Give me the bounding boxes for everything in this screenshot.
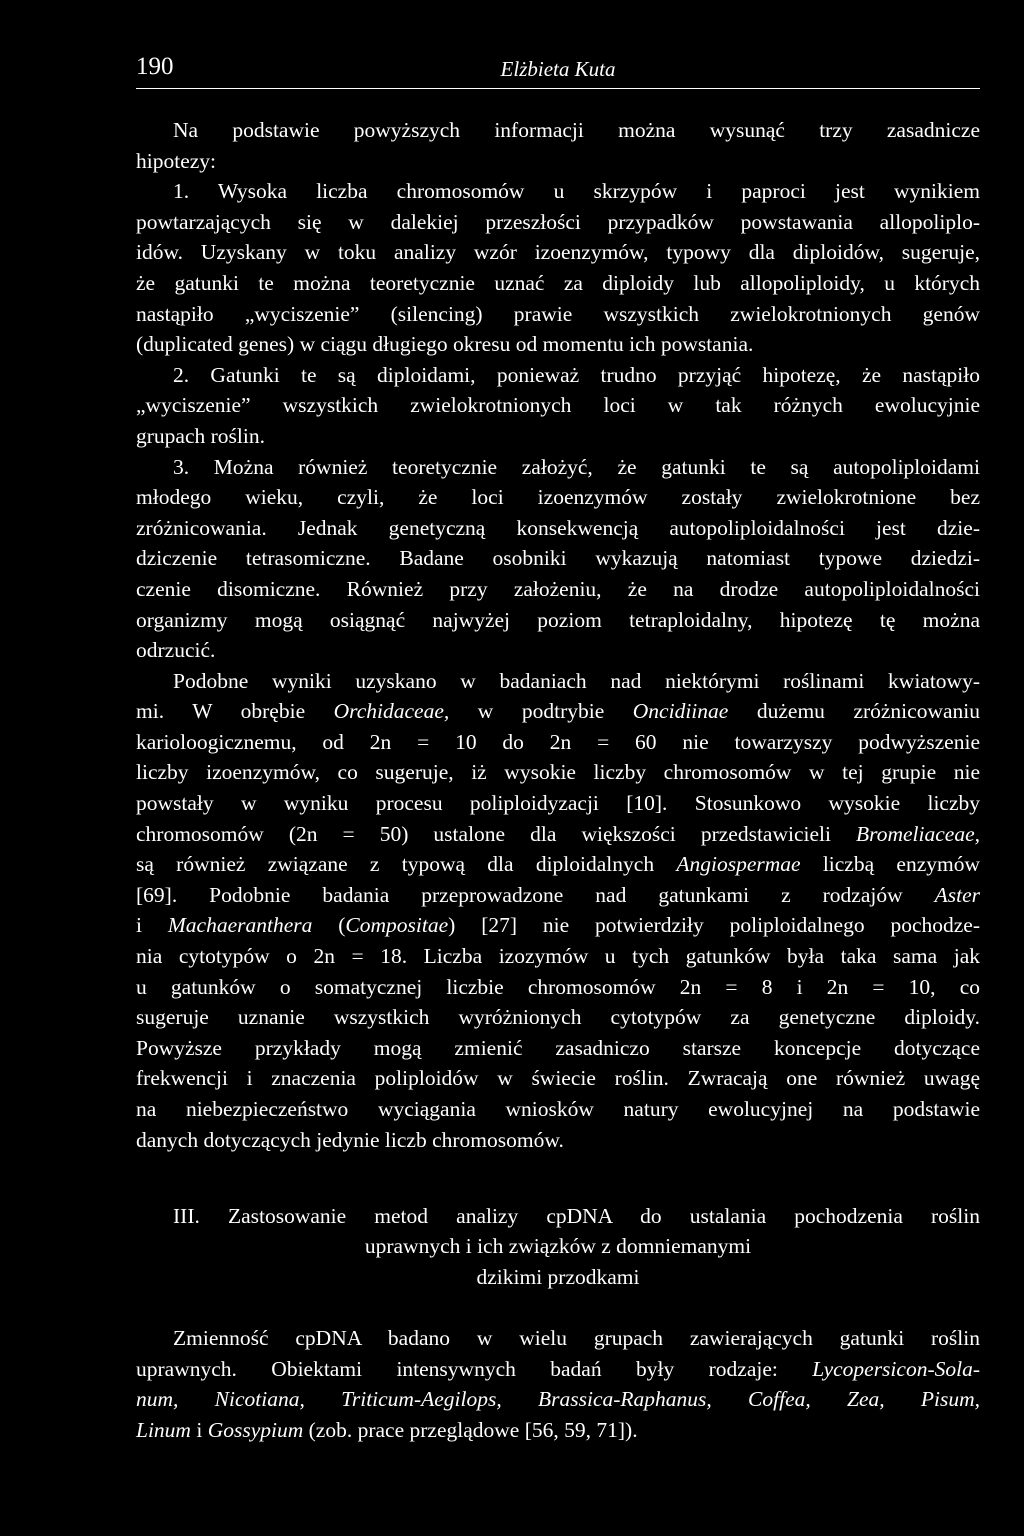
text-line — [136, 696, 980, 727]
text-line — [136, 452, 980, 483]
text-line — [136, 237, 980, 268]
text-segment: że gatunki te można teoretycznie uznać za diploidy lub allopoliploidy, u których — [136, 270, 980, 295]
text-segment: grupach roślin. — [136, 423, 265, 448]
text-segment: danych dotyczących jedynie liczb chromosomów. — [136, 1127, 564, 1152]
text-line — [136, 1262, 980, 1323]
text-line — [136, 299, 980, 330]
text-segment: [69]. Podobnie badania przeprowadzone nad gatunkami z rodzajów — [136, 882, 935, 907]
text-segment: dziczenie tetrasomiczne. Badane osobniki wykazują natomiast typowe dziedzi- — [136, 546, 980, 571]
text-line — [136, 482, 980, 513]
text-line — [136, 1125, 980, 1201]
text-segment: młodego wieku, czyli, że loci izoenzymów zostały zwielokrotnione bez — [136, 485, 980, 510]
text-segment: czenie disomiczne. Również przy założeniu, że na drodze autopoliploidalności — [136, 576, 980, 601]
text-segment: nastąpiło „wyciszenie” (silencing) prawie wszystkich zwielokrotnionych genów — [136, 301, 980, 326]
text-segment: powtarzających się w dalekiej przeszłości przypadków powstawania allopoliplo- — [136, 209, 980, 234]
text-line — [136, 1033, 980, 1064]
text-segment: 1. Wysoka liczba chromosomów u skrzypów i paproci jest wynikiem — [173, 179, 980, 204]
text-segment: ( — [312, 913, 346, 938]
page-number: 190 — [136, 53, 174, 80]
text-segment: chromosomów (2n = 50) ustalone dla większości przedstawicieli — [136, 821, 857, 846]
text-line — [136, 910, 980, 941]
text-segment: powstały w wyniku procesu poliploidyzacji [10]. Stosunkowo wysokie liczby — [136, 791, 980, 816]
text-line — [136, 1201, 980, 1232]
text-segment: frekwencji i znaczenia poliploidów w świecie roślin. Zwracają one również uwagę — [136, 1066, 980, 1091]
text-segment: (duplicated genes) w ciągu długiego okresu od momentu ich powstania. — [136, 332, 754, 357]
text-line — [136, 329, 980, 360]
text-segment: uprawnych. Obiektami intensywnych badań były rodzaje: — [136, 1356, 813, 1381]
italic-text-segment: Bromeliaceae, — [856, 821, 980, 846]
text-segment: i — [136, 913, 168, 938]
text-segment: III. Zastosowanie metod analizy cpDNA do ustalania pochodzenia roślin — [173, 1203, 980, 1228]
italic-text-segment: Compositae — [345, 913, 449, 938]
italic-text-segment: Machaeranthera — [167, 913, 313, 938]
text-segment: 3. Można również teoretycznie założyć, że gatunki te są autopoliploidami — [173, 454, 980, 479]
text-segment: Powyższe przykłady mogą zmienić zasadniczo starsze koncepcje dotyczące — [136, 1035, 980, 1060]
text-line — [136, 574, 980, 605]
body-text — [136, 115, 980, 1445]
text-line — [136, 360, 980, 391]
text-line — [136, 115, 980, 146]
text-segment: 2. Gatunki te są diploidami, ponieważ trudno przyjąć hipotezę, że nastąpiło — [173, 362, 980, 387]
text-line — [136, 972, 980, 1003]
text-line — [136, 421, 980, 452]
text-segment: w podtrybie — [449, 699, 633, 724]
italic-text-segment: Oncidiinae — [632, 699, 729, 724]
text-segment: odrzucić. — [136, 638, 216, 663]
text-segment: dużemu zróżnicowaniu — [728, 699, 980, 724]
text-segment: liczbą enzymów — [800, 852, 980, 877]
text-line — [136, 176, 980, 207]
text-line — [136, 1002, 980, 1033]
running-head-author: Elżbieta Kuta — [500, 57, 616, 81]
text-line — [136, 513, 980, 544]
text-line — [136, 880, 980, 911]
italic-text-segment: Linum — [136, 1417, 191, 1442]
text-line — [136, 1231, 980, 1262]
text-segment: zróżnicowania. Jednak genetyczną konsekwencją autopoliploidalności jest dzie- — [136, 515, 980, 540]
text-segment: (zob. prace przeglądowe [56, 59, 71]). — [303, 1417, 638, 1442]
text-line — [136, 727, 980, 758]
text-line — [136, 1094, 980, 1125]
text-line — [136, 666, 980, 697]
text-segment: ) [27] nie potwierdziły poliploidalnego pochodze- — [448, 913, 980, 938]
text-line — [136, 605, 980, 636]
text-segment: liczby izoenzymów, co sugeruje, iż wysokie liczby chromosomów w tej grupie nie — [136, 760, 980, 785]
text-segment: organizmy mogą osiągnąć najwyżej poziom tetraploidalny, hipotezę tę można — [136, 607, 980, 632]
text-segment: karioloogicznemu, od 2n = 10 do 2n = 60 nie towarzyszy podwyższenie — [136, 729, 980, 754]
text-segment: na niebezpieczeństwo wyciągania wniosków natury ewolucyjnej na podstawie — [136, 1097, 980, 1121]
italic-text-segment: Aster — [934, 882, 980, 907]
text-segment: u gatunków o somatycznej liczbie chromosomów 2n = 8 i 2n = 10, co — [136, 974, 980, 999]
text-line — [136, 1354, 980, 1385]
text-line — [136, 941, 980, 972]
text-segment: uprawnych i ich związków z domniemanymi — [364, 1234, 752, 1259]
text-segment: Na podstawie powyższych informacji można wysunąć trzy zasadnicze — [173, 118, 980, 142]
text-line — [136, 1063, 980, 1094]
text-segment: dzikimi przodkami — [476, 1264, 640, 1289]
italic-text-segment: Lycopersicon-Sola- — [812, 1356, 980, 1381]
text-line — [136, 146, 980, 177]
text-segment: Podobne wyniki uzyskano w badaniach nad niektórymi roślinami kwiatowy- — [173, 668, 980, 693]
text-segment: Zmienność cpDNA badano w wielu grupach zawierających gatunki roślin — [173, 1325, 980, 1350]
text-line — [136, 635, 980, 666]
text-line — [136, 268, 980, 299]
text-line — [136, 390, 980, 421]
text-segment: hipotezy: — [136, 148, 217, 173]
text-line — [136, 849, 980, 880]
text-segment: sugeruje uznanie wszystkich wyróżnionych cytotypów za genetyczne diploidy. — [136, 1005, 980, 1030]
text-line — [136, 543, 980, 574]
page-header — [136, 48, 980, 89]
italic-text-segment: Angiospermae — [676, 852, 801, 877]
italic-text-segment: Gossypium — [207, 1417, 304, 1442]
text-line — [136, 788, 980, 819]
text-line — [136, 1323, 980, 1354]
text-segment: nia cytotypów o 2n = 18. Liczba izozymów u tych gatunków była taka sama jak — [136, 944, 980, 969]
text-segment: i — [190, 1417, 208, 1442]
italic-text-segment: num, Nicotiana, Triticum-Aegilops, Brassica-Raphanus, Coffea, Zea, Pisum, — [136, 1387, 980, 1412]
text-segment: są również związane z typową dla diploidalnych — [136, 852, 677, 877]
text-segment: idów. Uzyskany w toku analizy wzór izoenzymów, typowy dla diploidów, sugeruje, — [136, 240, 980, 265]
text-segment: mi. W obrębie — [136, 699, 334, 724]
italic-text-segment: Orchidaceae, — [333, 699, 450, 724]
text-line — [136, 819, 980, 850]
text-line — [136, 1415, 980, 1446]
text-line — [136, 207, 980, 238]
text-line — [136, 757, 980, 788]
text-segment: „wyciszenie” wszystkich zwielokrotnionych loci w tak różnych ewolucyjnie — [136, 393, 980, 418]
text-line — [136, 1384, 980, 1415]
